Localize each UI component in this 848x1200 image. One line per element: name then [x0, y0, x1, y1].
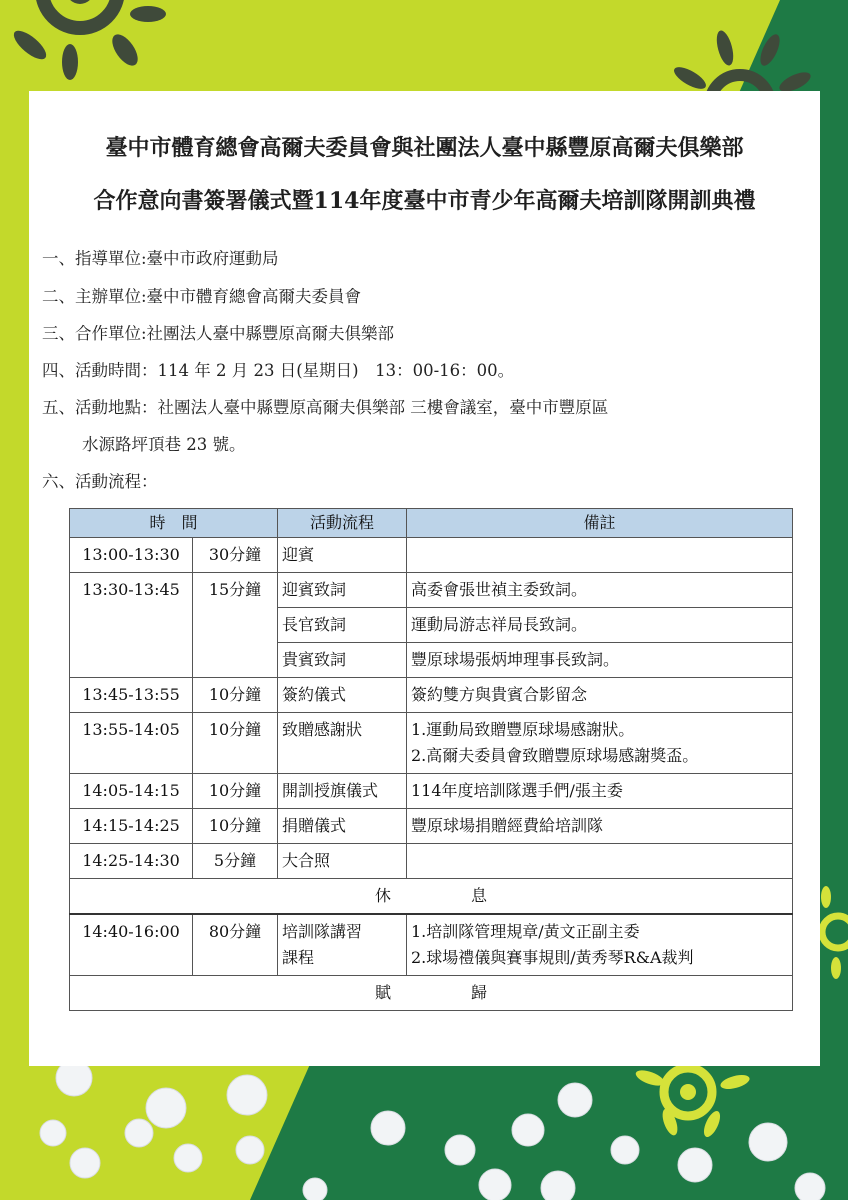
header-note: 備註	[407, 509, 793, 538]
duration-cell: 10分鐘	[193, 713, 278, 774]
content-card	[29, 91, 820, 1066]
table-row	[70, 538, 793, 573]
break-cell: 休 息	[70, 879, 793, 915]
note-cell: 簽約雙方與貴賓合影留念	[407, 678, 793, 713]
end-row	[70, 976, 793, 1011]
time-cell: 13:45-13:55	[70, 678, 193, 713]
note-line: 1.運動局致贈豐原球場感謝狀。	[411, 720, 635, 739]
table-row	[70, 774, 793, 809]
flow-cell: 開訓授旗儀式	[278, 774, 407, 809]
note-cell: 運動局游志祥局長致詞。	[407, 608, 793, 643]
note-cell: 豐原球場張炳坤理事長致詞。	[407, 643, 793, 678]
time-cell: 14:05-14:15	[70, 774, 193, 809]
table-row	[70, 678, 793, 713]
time-cell: 14:40-16:00	[70, 914, 193, 976]
note-line: 1.培訓隊管理規章/黃文正副主委	[411, 922, 640, 941]
note-cell: 高委會張世禎主委致詞。	[407, 573, 793, 608]
flow-cell: 大合照	[278, 844, 407, 879]
note-cell	[407, 844, 793, 879]
note-line: 2.球場禮儀與賽事規則/黃秀琴R&A裁判	[411, 948, 694, 967]
time-cell: 13:00-13:30	[70, 538, 193, 573]
flow-line: 課程	[282, 948, 315, 967]
page-title-line2: 合作意向書簽署儀式暨114年度臺中市青少年高爾夫培訓隊開訓典禮	[93, 188, 756, 214]
time-cell: 14:15-14:25	[70, 809, 193, 844]
flow-cell: 迎賓致詞	[278, 573, 407, 608]
item-guidance-unit: 一、指導單位:臺中市政府運動局	[42, 249, 279, 268]
duration-cell: 15分鐘	[193, 573, 278, 678]
flow-cell: 捐贈儀式	[278, 809, 407, 844]
flow-cell: 貴賓致詞	[278, 643, 407, 678]
table-header-row	[70, 509, 793, 538]
table-row	[70, 573, 793, 608]
flow-line: 培訓隊講習	[282, 922, 363, 941]
note-cell: 114年度培訓隊選手們/張主委	[407, 774, 793, 809]
item-event-time: 四、活動時間：114 年 2 月 23 日(星期日) 13：00-16：00。	[42, 361, 515, 380]
table-row	[70, 713, 793, 774]
header-time: 時 間	[70, 509, 278, 538]
duration-cell: 80分鐘	[193, 914, 278, 976]
table-row	[70, 809, 793, 844]
flow-cell: 致贈感謝狀	[278, 713, 407, 774]
end-cell: 賦 歸	[70, 976, 793, 1011]
note-cell	[407, 713, 793, 774]
duration-cell: 10分鐘	[193, 678, 278, 713]
duration-cell: 5分鐘	[193, 844, 278, 879]
time-cell: 14:25-14:30	[70, 844, 193, 879]
note-cell	[407, 538, 793, 573]
duration-cell: 30分鐘	[193, 538, 278, 573]
time-cell: 13:30-13:45	[70, 573, 193, 678]
item-organizer: 二、主辦單位:臺中市體育總會高爾夫委員會	[42, 287, 362, 306]
break-row	[70, 879, 793, 915]
page-title-line1: 臺中市體育總會高爾夫委員會與社團法人臺中縣豐原高爾夫俱樂部	[105, 135, 744, 161]
schedule-table	[69, 508, 793, 1011]
duration-cell: 10分鐘	[193, 809, 278, 844]
duration-cell: 10分鐘	[193, 774, 278, 809]
table-row	[70, 844, 793, 879]
flow-cell: 簽約儀式	[278, 678, 407, 713]
header-flow: 活動流程	[278, 509, 407, 538]
item-partner: 三、合作單位:社團法人臺中縣豐原高爾夫俱樂部	[42, 324, 395, 343]
note-cell	[407, 914, 793, 976]
flow-cell: 長官致詞	[278, 608, 407, 643]
note-cell: 豐原球場捐贈經費給培訓隊	[407, 809, 793, 844]
table-row	[70, 914, 793, 976]
flow-cell	[278, 914, 407, 976]
item-event-location: 五、活動地點：社團法人臺中縣豐原高爾夫俱樂部 三樓會議室，臺中市豐原區	[42, 398, 609, 417]
item-event-location-cont: 水源路坪頂巷 23 號。	[82, 435, 246, 454]
note-line: 2.高爾夫委員會致贈豐原球場感謝獎盃。	[411, 746, 699, 765]
time-cell: 13:55-14:05	[70, 713, 193, 774]
item-event-flow: 六、活動流程：	[42, 472, 158, 491]
flow-cell: 迎賓	[278, 538, 407, 573]
